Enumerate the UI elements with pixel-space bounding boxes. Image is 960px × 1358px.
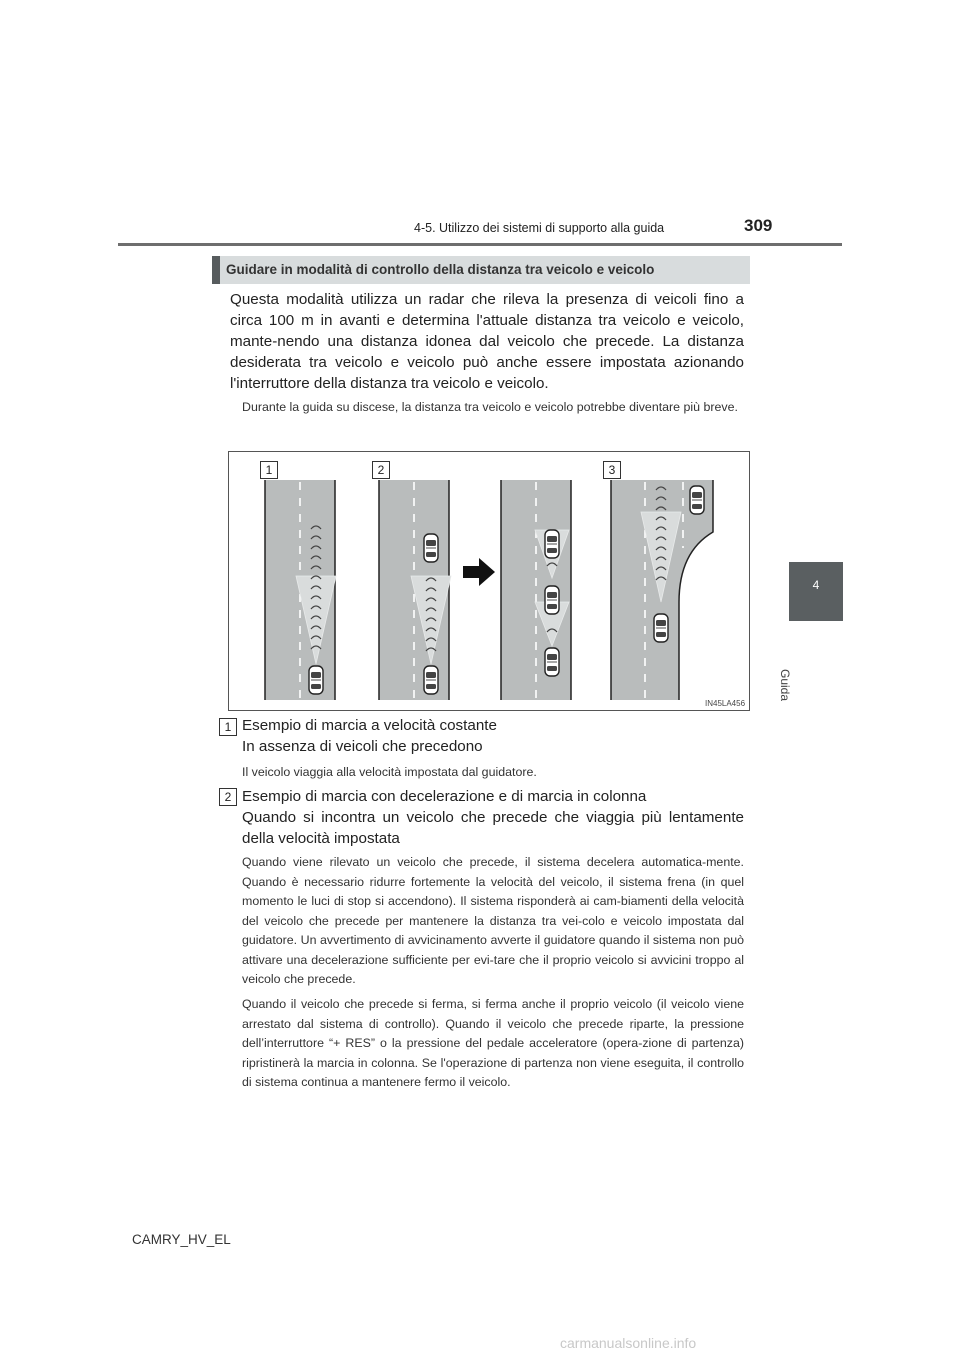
road-4 xyxy=(611,480,713,700)
header-rule xyxy=(118,243,842,246)
note-paragraph: Durante la guida su discese, la distanza tra veicolo e veicolo potrebbe diventare più breve. xyxy=(242,400,738,414)
callout-2: 2 xyxy=(372,461,390,479)
chapter-label: Guida xyxy=(778,669,792,702)
item-2-badge: 2 xyxy=(219,788,237,806)
diagram-svg xyxy=(229,452,749,710)
item-2-paragraph-1: Quando viene rilevato un veicolo che precede, il sistema decelera automatica-mente. Quando è necessario ridurre fortemente la velocità del veicolo, il sistema frena (in quel momento le luci di stop si accendono). Il sistema risponderà ai cam-biamenti della velocità del veicolo che precede per mantenere la distanza tra vei-colo e veicolo impostata dal guidatore. Un avvertimento di avvicinamento avverte il guidatore quando il sistema non può attivare una decelerazione sufficiente per evi-tare che il proprio veicolo si avvicini troppo al veicolo che precede. xyxy=(242,855,744,986)
item-2-paragraph-2: Quando il veicolo che precede si ferma, si ferma anche il proprio veicolo (il veicolo viene arrestato dal sistema di controllo). Quando il veicolo che precede riparte, la pressione dell’interruttore “+ RES” o la pressione del pedale acceleratore (opera-zione di partenza) ripristinerà la marcia in colonna. Se l'operazione di partenza non viene eseguita, il controllo di sistema continua a mantenere fermo il veicolo. xyxy=(242,997,744,1089)
own-car-3 xyxy=(545,648,559,676)
merging-car-4 xyxy=(690,486,704,514)
section-title: Guidare in modalità di controllo della distanza tra veicolo e veicolo xyxy=(226,262,655,277)
own-car-4 xyxy=(654,614,668,642)
transition-arrow xyxy=(463,558,495,586)
item-1-badge: 1 xyxy=(219,718,237,736)
own-car-2 xyxy=(424,666,438,694)
watermark: carmanualsonline.info xyxy=(560,1335,697,1351)
preceding-car-2 xyxy=(424,534,438,562)
item-2-subtitle: Quando si incontra un veicolo che precede che viaggia più lentamente della velocità impostata xyxy=(242,809,744,847)
road-3 xyxy=(501,480,571,700)
intro-paragraph: Questa modalità utilizza un radar che rileva la presenza di veicoli fino a circa 100 m in avanti e determina l'attuale distanza tra veicolo e veicolo, mante-nendo una distanza idonea dal veicolo che precede. La distanza desiderata tra veicolo e veicolo può anche essere impostata azionando l'interruttore della distanza tra veicolo e veicolo. xyxy=(230,291,744,392)
road-1 xyxy=(265,480,336,700)
figure-code: IN45LA456 xyxy=(705,699,746,708)
item-1-title: Esempio di marcia a velocità costante xyxy=(242,717,497,734)
callout-1: 1 xyxy=(260,461,278,479)
running-header-section: 4-5. Utilizzo dei sistemi di supporto alla guida xyxy=(414,221,665,235)
page-number: 309 xyxy=(744,216,773,235)
chapter-number: 4 xyxy=(812,578,820,592)
diagram-figure xyxy=(228,451,750,711)
footer-model: CAMRY_HV_EL xyxy=(132,1232,231,1247)
item-1-subtitle: In assenza di veicoli che precedono xyxy=(242,738,483,755)
item-1-text: Il veicolo viaggia alla velocità impostata dal guidatore. xyxy=(242,765,537,779)
section-title-accent xyxy=(212,256,220,284)
item-2-title: Esempio di marcia con decelerazione e di marcia in colonna xyxy=(242,788,647,805)
road-2 xyxy=(379,480,451,700)
preceding-car-3a xyxy=(545,530,559,558)
preceding-car-3b xyxy=(545,586,559,614)
callout-3: 3 xyxy=(603,461,621,479)
own-car-1 xyxy=(309,666,323,694)
